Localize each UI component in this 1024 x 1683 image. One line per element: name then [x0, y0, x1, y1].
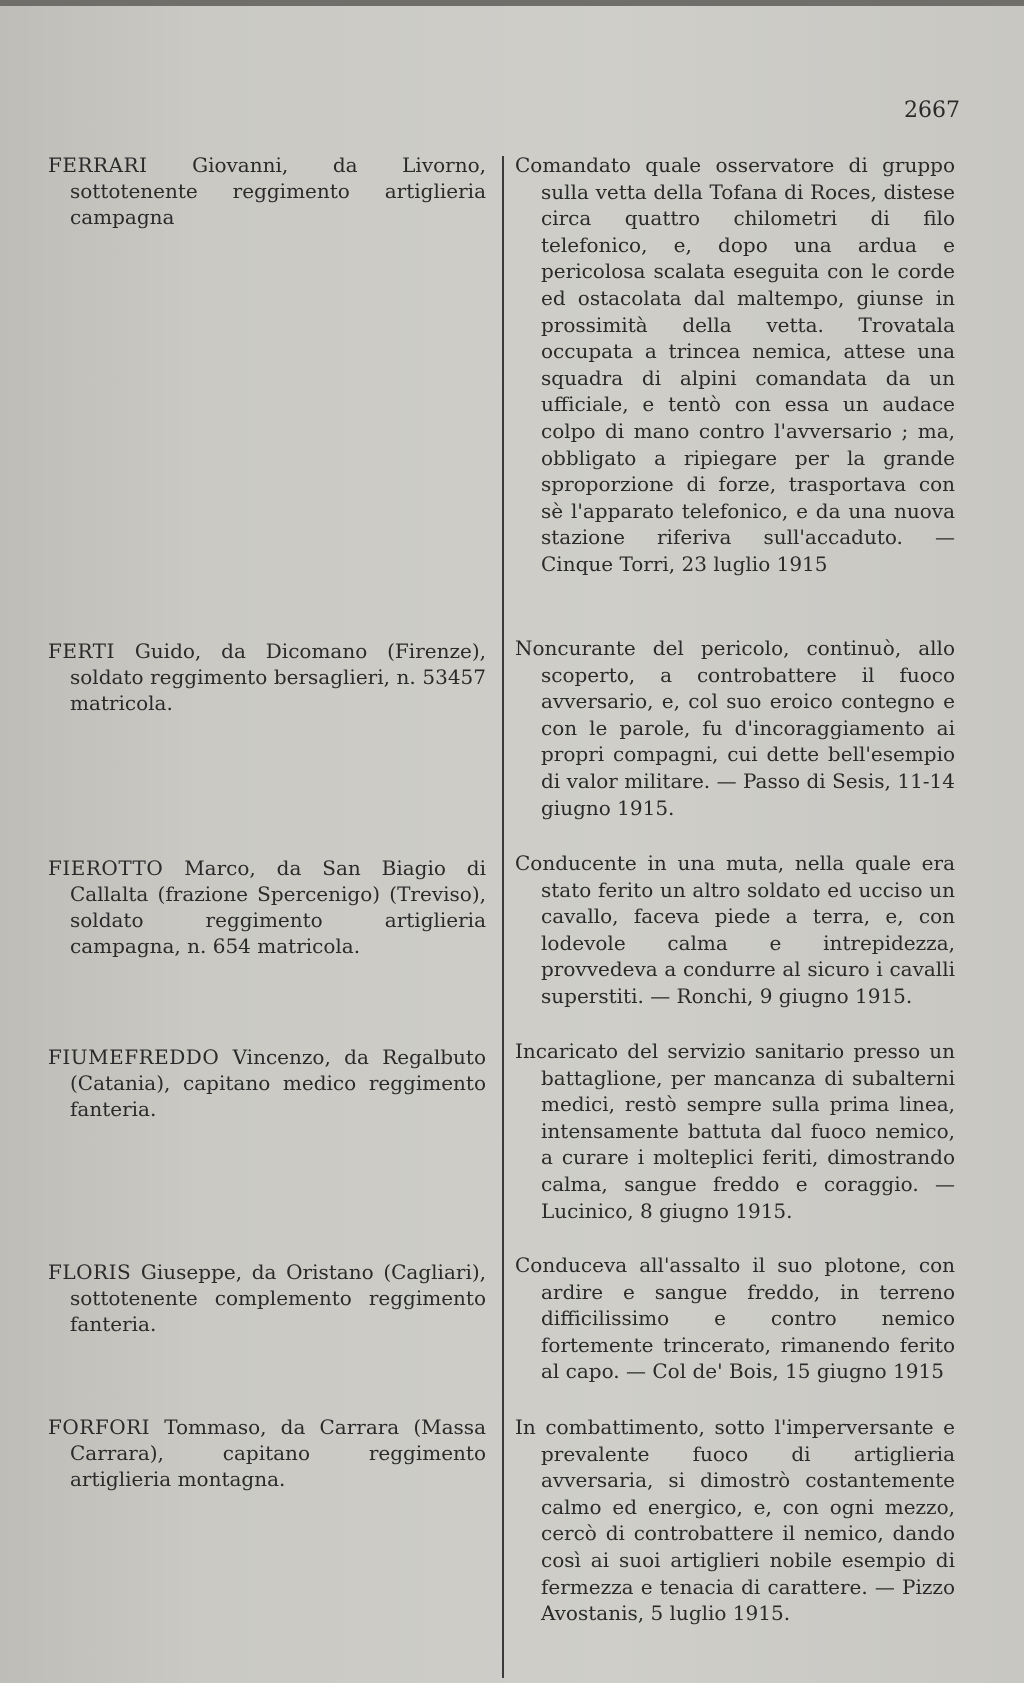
- citation-body: Conduceva all'assalto il suo plotone, con ardire e sangue freddo, in terreno difficilissimo e contro nemico fortemente trincerato, rimanendo ferito al capo. — Col de' Bois, 15 giugno 1915: [515, 1253, 955, 1384]
- citation-body: Comandato quale osservatore di gruppo sulla vetta della Tofana di Roces, distese circa quattro chilometri di filo telefonico, e, dopo una ardua e pericolosa scalata eseguita con le corde ed ostacolata dal maltempo, giunse in prossimità della vetta. Trovatala occupata a trincea nemica, attese una squadra di alpini comandata da un ufficiale, e tentò con essa un audace colpo di mano contro l'avversario ; ma, obbligato a ripiegare per la grande sproporzione di forze, trasportava con sè l'apparato telefonico, e da una nuova stazione riferiva sull'accaduto. — Cinque Torri, 23 luglio 1915: [515, 153, 955, 576]
- citation-text: [515, 1414, 955, 1627]
- citation-text: [515, 152, 955, 578]
- citation-text: [515, 850, 955, 1010]
- entry-person: [48, 855, 486, 959]
- citation-body: In combattimento, sotto l'imperversante e prevalente fuoco di artiglieria avversaria, si dimostrò costantemente calmo ed energico, e, con ogni mezzo, cercò di controbattere il nemico, dando così ai suoi artiglieri nobile esempio di fermezza e tenacia di carattere. — Pizzo Avostanis, 5 luglio 1915.: [515, 1415, 955, 1626]
- surname: FERTI: [48, 639, 115, 663]
- scan-edge: [0, 0, 1024, 6]
- person-details: Guido, da Dicomano (Firenze), soldato reggimento bersaglieri, n. 53457 matricola.: [70, 639, 487, 715]
- entry-person: [48, 152, 486, 230]
- person-details: Giuseppe, da Oristano (Cagliari), sottotenente complemento reggimento fanteria.: [70, 1260, 486, 1336]
- person-details: Giovanni, da Livorno, sottotenente reggimento artiglieria campagna: [70, 153, 487, 229]
- surname: FLORIS: [48, 1260, 132, 1284]
- citation-text: [515, 635, 955, 821]
- citation-body: Conducente in una muta, nella quale era stato ferito un altro soldato ed ucciso un cavallo, faceva piede a terra, e, con lodevole calma e intrepidezza, provvedeva a condurre al sicuro i cavalli superstiti. — Ronchi, 9 giugno 1915.: [515, 851, 955, 1008]
- citation-text: [515, 1252, 955, 1385]
- surname: FORFORI: [48, 1415, 151, 1439]
- surname: FERRARI: [48, 153, 148, 177]
- person-details: Tommaso, da Carrara (Massa Carrara), capitano reggimento artiglieria montagna.: [70, 1415, 486, 1491]
- person-details: Marco, da San Biagio di Callalta (frazione Spercenigo) (Treviso), soldato reggimento artiglieria campagna, n. 654 matricola.: [70, 856, 487, 958]
- entry-person: [48, 1259, 486, 1337]
- citation-text: [515, 1038, 955, 1224]
- citation-body: Noncurante del pericolo, continuò, allo scoperto, a controbattere il fuoco avversario, e, col suo eroico contegno e con le parole, fu d'incoraggiamento ai propri compagni, cui dette bell'esempio di valor militare. — Passo di Sesis, 11-14 giugno 1915.: [515, 636, 955, 820]
- person-details: Vincenzo, da Regalbuto (Catania), capitano medico reggimento fanteria.: [70, 1045, 487, 1121]
- citation-body: Incaricato del servizio sanitario presso un battaglione, per mancanza di subalterni medici, restò sempre sulla prima linea, intensamente battuta dal fuoco nemico, a curare i molteplici feriti, dimostrando calma, sangue freddo e coraggio. — Lucinico, 8 giugno 1915.: [515, 1039, 955, 1223]
- column-divider: [502, 156, 504, 1678]
- surname: FIEROTTO: [48, 856, 164, 880]
- surname: FIUMEFREDDO: [48, 1045, 220, 1069]
- page-number: 2667: [904, 98, 960, 123]
- entry-person: [48, 1044, 486, 1122]
- entry-person: [48, 638, 486, 716]
- entry-person: [48, 1414, 486, 1492]
